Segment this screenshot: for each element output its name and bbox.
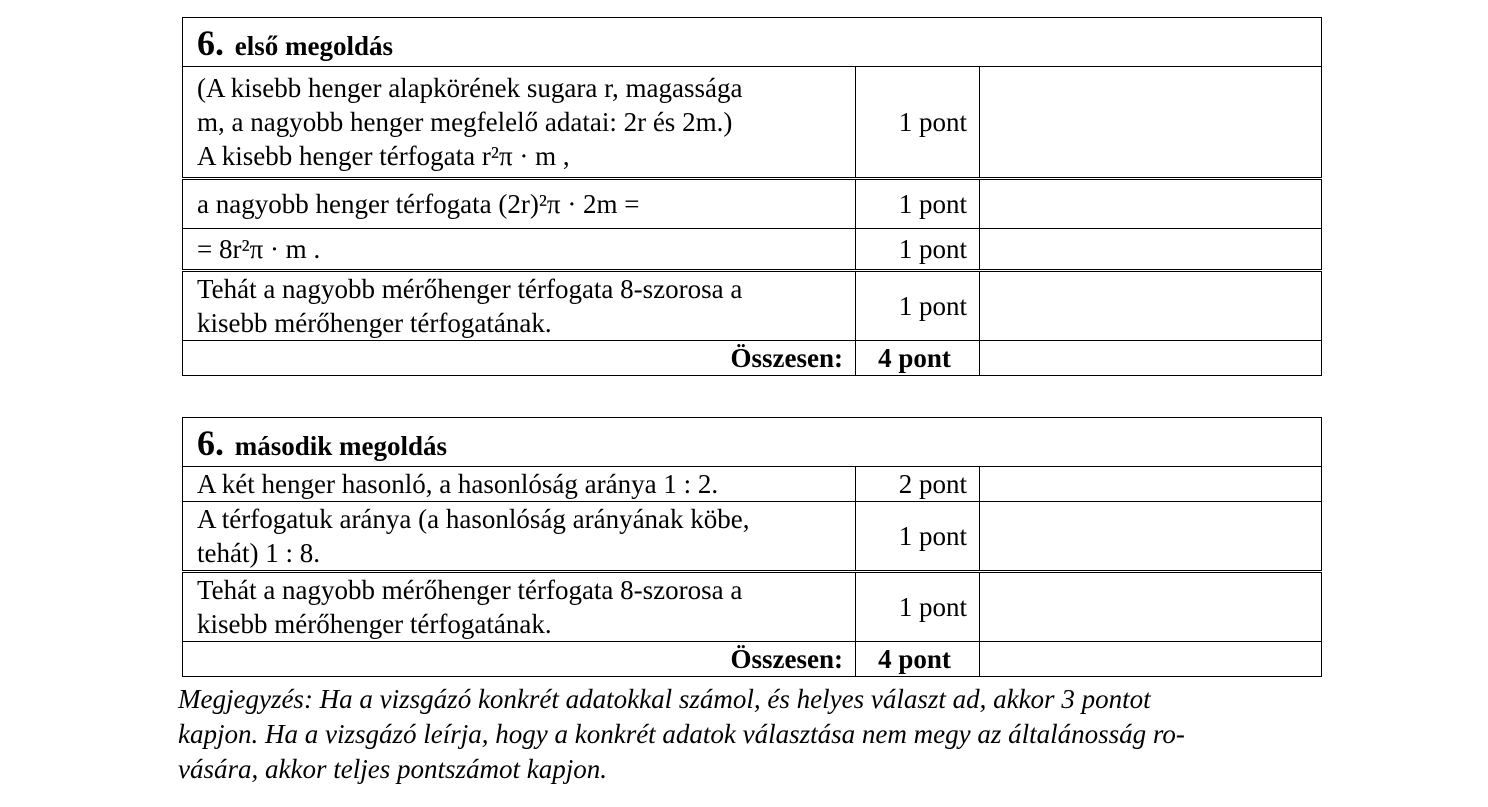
step-text xyxy=(183,502,856,572)
total-points: 4 pont xyxy=(855,341,979,376)
table-row xyxy=(183,229,1322,271)
step-points: 2 pont xyxy=(855,467,979,502)
score-cell xyxy=(979,572,1321,642)
step-text xyxy=(183,572,856,642)
step-line: A térfogatuk aránya (a hasonlóság arányának köbe, xyxy=(197,504,750,534)
score-cell xyxy=(979,271,1321,341)
note-paragraph xyxy=(178,682,1308,787)
step-line: Tehát a nagyobb mérőhenger térfogata 8-szorosa a xyxy=(197,575,743,605)
step-line: m, a nagyobb henger megfelelő adatai: 2r és 2m.) xyxy=(197,107,733,137)
table-row xyxy=(183,179,1322,229)
solution-2-header-row xyxy=(183,418,1322,467)
total-row xyxy=(183,341,1322,376)
step-points: 1 pont xyxy=(855,271,979,341)
step-text xyxy=(183,67,856,179)
step-text xyxy=(183,179,856,229)
total-row xyxy=(183,642,1322,677)
step-line: A két henger hasonló, a hasonlóság aránya 1 : 2. xyxy=(197,469,719,499)
score-cell xyxy=(979,467,1321,502)
table-row xyxy=(183,67,1322,179)
step-line: kisebb mérőhenger térfogatának. xyxy=(197,609,552,639)
step-line: kisebb mérőhenger térfogatának. xyxy=(197,308,552,338)
step-text xyxy=(183,467,856,502)
score-cell xyxy=(979,642,1321,677)
score-cell xyxy=(979,341,1321,376)
table-row xyxy=(183,271,1322,341)
solution-title: első megoldás xyxy=(234,30,393,61)
table-row xyxy=(183,502,1322,572)
step-line: = 8r²π · m . xyxy=(197,234,321,264)
step-points: 1 pont xyxy=(855,67,979,179)
solution-title: második megoldás xyxy=(234,430,448,461)
step-line: a nagyobb henger térfogata (2r)²π · 2m = xyxy=(197,189,640,219)
step-line: tehát) 1 : 8. xyxy=(197,538,320,568)
score-cell xyxy=(979,502,1321,572)
solution-2-title xyxy=(183,418,1322,467)
note-line: kapjon. Ha a vizsgázó leírja, hogy a konkrét adatok választása nem megy az általánosság ro- xyxy=(178,719,1185,749)
step-line: Tehát a nagyobb mérőhenger térfogata 8-szorosa a xyxy=(197,274,743,304)
solution-1-table xyxy=(182,17,1322,376)
step-points: 1 pont xyxy=(855,179,979,229)
step-points: 1 pont xyxy=(855,502,979,572)
solution-1-title xyxy=(183,18,1322,67)
note-line: vására, akkor teljes pontszámot kapjon. xyxy=(178,754,607,784)
table-row xyxy=(183,467,1322,502)
score-cell xyxy=(979,229,1321,271)
task-number: 6. xyxy=(197,22,224,63)
total-label: Összesen: xyxy=(183,341,856,376)
step-text xyxy=(183,271,856,341)
table-row xyxy=(183,572,1322,642)
step-text xyxy=(183,229,856,271)
total-points: 4 pont xyxy=(855,642,979,677)
score-cell xyxy=(979,179,1321,229)
total-label: Összesen: xyxy=(183,642,856,677)
task-number: 6. xyxy=(197,422,224,463)
step-points: 1 pont xyxy=(855,229,979,271)
note-line: Megjegyzés: Ha a vizsgázó konkrét adatokkal számol, és helyes választ ad, akkor 3 pontot xyxy=(178,684,1151,714)
solution-1-header-row xyxy=(183,18,1322,67)
step-points: 1 pont xyxy=(855,572,979,642)
step-line: (A kisebb henger alapkörének sugara r, magassága xyxy=(197,73,743,103)
step-line: A kisebb henger térfogata r²π · m , xyxy=(197,141,570,171)
solution-2-table xyxy=(182,417,1322,677)
score-cell xyxy=(979,67,1321,179)
